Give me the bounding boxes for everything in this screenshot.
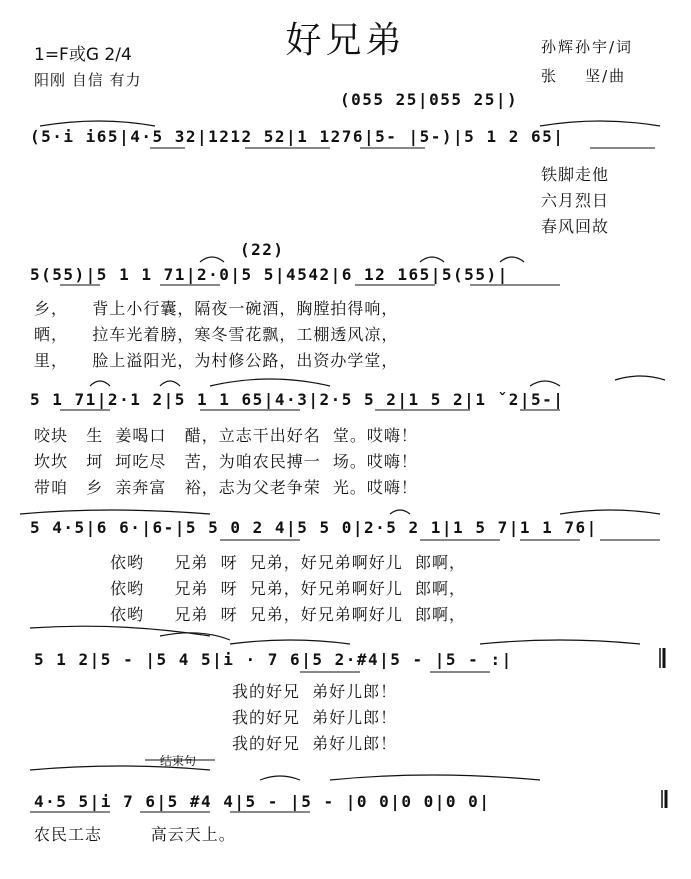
- score-line-5-notes: 5 1 2|5 - |5 4 5|i · 7 6|5 2·#4|5 - |5 - :|: [34, 650, 513, 669]
- score-line-1-lyric-3: 春风回故: [541, 217, 610, 236]
- slur: [330, 775, 540, 780]
- score-line-4-lyric-1: 依哟 兄弟 呀 兄弟，好兄弟啊好儿 郎啊，: [110, 553, 466, 572]
- score-line-2-pickup: (22): [240, 240, 285, 259]
- slur: [210, 379, 330, 386]
- score-line-2-notes: 5(55)|5 1 1 71|2·0|5 5|4542|6 12 165|5(55)|: [30, 265, 509, 284]
- slur: [560, 510, 660, 514]
- slur: [160, 381, 180, 386]
- score-line-2-lyric-3: 里， 脸上溢阳光，为村修公路，出资办学堂，: [34, 351, 399, 370]
- song-title: 好兄弟: [285, 20, 406, 61]
- slur: [260, 776, 300, 780]
- slur: [615, 376, 665, 380]
- performance-style: 阳刚 自信 有力: [34, 71, 142, 89]
- score-line-6-lyric-1: 农民工志 高云天上。: [34, 825, 236, 844]
- slur: [20, 510, 210, 514]
- score-line-2-lyric-1: 乡， 背上小行囊，隔夜一碗酒，胸膛拍得响，: [34, 299, 399, 318]
- score-line-1-notes: (5·i i65|4·5 32|1212 52|1 1276|5- |5-)|5 1 2 65|: [30, 127, 565, 146]
- score-line-3-lyric-3: 带咱 乡 亲奔富 裕，志为父老争荣 光。哎嗨！: [34, 478, 418, 497]
- score-line-4-notes: 5 4·5|6 6·|6-|5 5 0 2 4|5 5 0|2·5 2 1|1 5 7|1 1 76|: [30, 518, 598, 537]
- score-line-3-notes: 5 1 71|2·1 2|5 1 1 65|4·3|2·5 5 2|1 5 2|1 ˇ2|5-|: [30, 390, 565, 409]
- slur: [420, 257, 444, 262]
- slur: [30, 766, 210, 770]
- ending-marker: 结束句: [160, 754, 197, 768]
- slur: [230, 640, 350, 644]
- slur: [480, 640, 640, 644]
- composer-credit: 张 坚/曲: [541, 67, 627, 85]
- slur: [500, 257, 524, 262]
- slur: [200, 257, 224, 262]
- slur: [30, 626, 210, 636]
- score-line-4-lyric-3: 依哟 兄弟 呀 兄弟，好兄弟啊好儿 郎啊，: [110, 605, 466, 624]
- score-line-4-lyric-2: 依哟 兄弟 呀 兄弟，好兄弟啊好儿 郎啊，: [110, 579, 466, 598]
- score-line-1-lyric-1: 铁脚走他: [541, 165, 610, 184]
- key-signature: 1=F或G 2/4: [34, 45, 132, 65]
- lyricist-credit: 孙辉孙宇/词: [541, 38, 634, 56]
- score-line-5-lyric-1: 我的好兄 弟好儿郎！: [232, 682, 398, 701]
- slur: [40, 121, 155, 126]
- slur: [540, 121, 660, 126]
- slur: [90, 381, 110, 386]
- score-line-3-lyric-2: 坎坎 坷 坷吃尽 苦，为咱农民搏一 场。哎嗨！: [34, 452, 418, 471]
- score-line-1-lyric-2: 六月烈日: [541, 191, 610, 210]
- score-line-5-lyric-2: 我的好兄 弟好儿郎！: [232, 708, 398, 727]
- score-line-6-notes: 4·5 5|i 7 6|5 #4 4|5 - |5 - |0 0|0 0|0 0|: [34, 792, 491, 811]
- score-line-3-lyric-1: 咬块 生 姜喝口 醋，立志干出好名 堂。哎嗨！: [34, 426, 418, 445]
- score-line-2-lyric-2: 晒， 拉车光着膀，寒冬雪花飘，工棚透风凉，: [34, 325, 399, 344]
- score-line-5-lyric-3: 我的好兄 弟好儿郎！: [232, 734, 398, 753]
- slur: [390, 510, 410, 514]
- intro-line: (055 25|055 25|): [340, 90, 519, 109]
- slur: [530, 381, 560, 386]
